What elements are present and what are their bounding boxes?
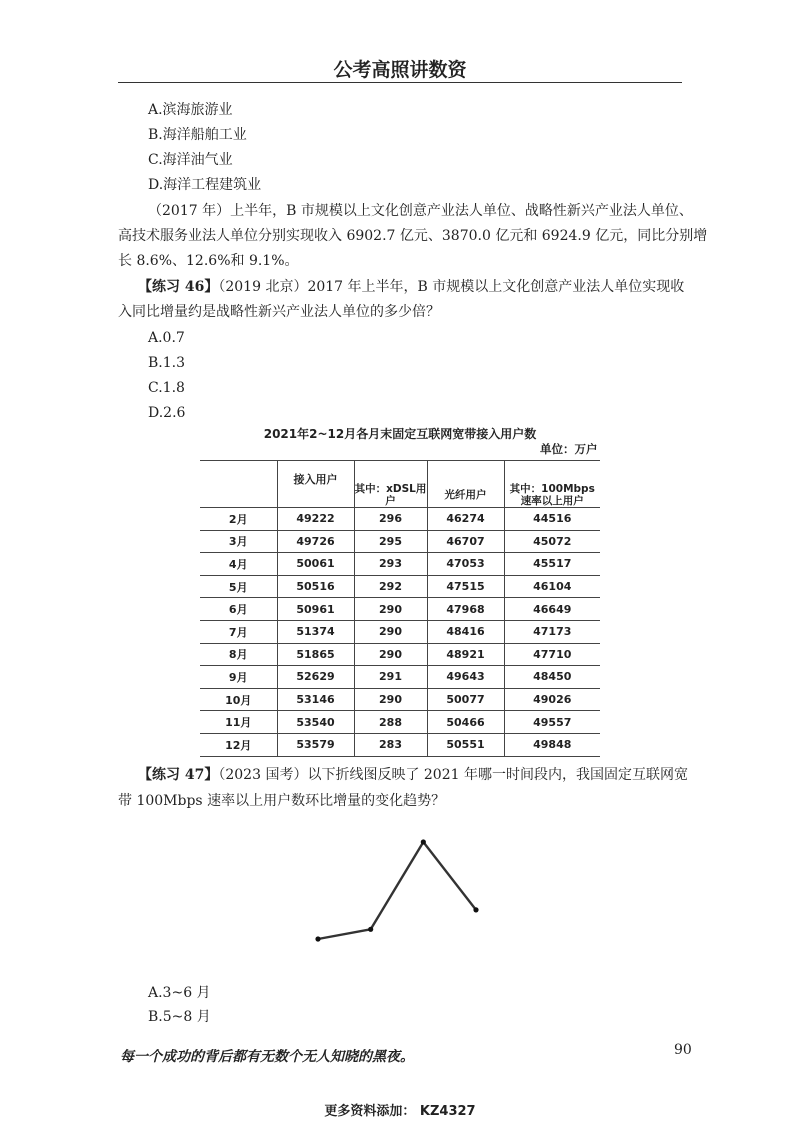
q46-option-b: B.1.3 bbox=[148, 355, 186, 371]
data-point-3 bbox=[421, 839, 426, 844]
trend-line bbox=[318, 842, 476, 939]
row-month: 7月 bbox=[200, 620, 277, 643]
header-blank-3 bbox=[504, 461, 600, 484]
table-cell: 49848 bbox=[504, 733, 600, 756]
table-row bbox=[200, 733, 600, 756]
passage-line-1: （2017 年）上半年，B 市规模以上文化创意产业法人单位、战略性新兴产业法人单位、 bbox=[148, 203, 693, 219]
table-cell: 45072 bbox=[504, 530, 600, 553]
table-cell: 52629 bbox=[277, 666, 354, 689]
table-cell: 51374 bbox=[277, 620, 354, 643]
table-cell: 50516 bbox=[277, 575, 354, 598]
header-blank-2 bbox=[427, 461, 504, 484]
data-point-4 bbox=[473, 907, 478, 912]
row-month: 10月 bbox=[200, 688, 277, 711]
table-cell: 295 bbox=[354, 530, 427, 553]
table-cell: 283 bbox=[354, 733, 427, 756]
table-cell: 49726 bbox=[277, 530, 354, 553]
table-row bbox=[200, 508, 600, 531]
q45-option-c: C.海洋油气业 bbox=[148, 152, 233, 168]
table-cell: 50077 bbox=[427, 688, 504, 711]
table-cell: 53579 bbox=[277, 733, 354, 756]
data-point-2 bbox=[368, 927, 373, 932]
table-title: 2021年2~12月各月末固定互联网宽带接入用户数 bbox=[263, 427, 537, 441]
table-row bbox=[200, 643, 600, 666]
table-cell: 290 bbox=[354, 643, 427, 666]
table-cell: 47515 bbox=[427, 575, 504, 598]
table-row bbox=[200, 688, 600, 711]
footer-motto: 每一个成功的背后都有无数个无人知晓的黑夜。 bbox=[120, 1049, 414, 1065]
table-cell: 50961 bbox=[277, 598, 354, 621]
table-row bbox=[200, 620, 600, 643]
table-cell: 53540 bbox=[277, 711, 354, 734]
table-cell: 48416 bbox=[427, 620, 504, 643]
table-cell: 48921 bbox=[427, 643, 504, 666]
table-row bbox=[200, 711, 600, 734]
row-month: 4月 bbox=[200, 553, 277, 576]
table-cell: 47053 bbox=[427, 553, 504, 576]
table-cell: 292 bbox=[354, 575, 427, 598]
row-month: 2月 bbox=[200, 508, 277, 531]
q46-option-a: A.0.7 bbox=[148, 330, 185, 346]
table-cell: 291 bbox=[354, 666, 427, 689]
table-cell: 49222 bbox=[277, 508, 354, 531]
page-header-title: 公考高照讲数资 bbox=[333, 59, 467, 81]
header-access-users: 接入用户 bbox=[277, 461, 354, 508]
table-row bbox=[200, 666, 600, 689]
table-cell: 46707 bbox=[427, 530, 504, 553]
broadband-table bbox=[200, 460, 600, 757]
table-cell: 290 bbox=[354, 598, 427, 621]
corner-header-2 bbox=[200, 483, 277, 508]
passage-line-3: 长 8.6%、12.6%和 9.1%。 bbox=[118, 253, 299, 269]
q46-stem-line-2: 入同比增量约是战略性新兴产业法人单位的多少倍？ bbox=[118, 304, 440, 320]
q46-option-d: D.2.6 bbox=[148, 405, 186, 421]
row-month: 3月 bbox=[200, 530, 277, 553]
q45-option-b: B.海洋船舶工业 bbox=[148, 127, 247, 143]
q46-tag: 【练习 46】 bbox=[138, 279, 219, 295]
q45-option-d: D.海洋工程建筑业 bbox=[148, 177, 262, 193]
table-cell: 296 bbox=[354, 508, 427, 531]
table-row bbox=[200, 575, 600, 598]
table-cell: 50466 bbox=[427, 711, 504, 734]
corner-header bbox=[200, 461, 277, 484]
q47-tag: 【练习 47】 bbox=[138, 767, 219, 783]
q46-option-c: C.1.8 bbox=[148, 380, 185, 396]
q47-option-b: B.5~8 月 bbox=[148, 1009, 211, 1025]
footer-contact: 更多资料添加： KZ4327 bbox=[324, 1104, 476, 1119]
row-month: 6月 bbox=[200, 598, 277, 621]
table-cell: 44516 bbox=[504, 508, 600, 531]
table-cell: 50061 bbox=[277, 553, 354, 576]
table-cell: 46104 bbox=[504, 575, 600, 598]
header-100mbps: 其中：100Mbps速率以上用户 bbox=[504, 483, 600, 508]
table-cell: 50551 bbox=[427, 733, 504, 756]
q45-option-a: A.滨海旅游业 bbox=[148, 102, 233, 118]
table-cell: 47710 bbox=[504, 643, 600, 666]
table-cell: 46649 bbox=[504, 598, 600, 621]
q47-stem-line-2: 带 100Mbps 速率以上用户数环比增量的变化趋势？ bbox=[118, 793, 446, 809]
header-rule bbox=[118, 82, 682, 83]
row-month: 8月 bbox=[200, 643, 277, 666]
q46-text-1: （2019 北京）2017 年上半年，B 市规模以上文化创意产业法人单位实现收 bbox=[218, 279, 685, 295]
row-month: 11月 bbox=[200, 711, 277, 734]
table-cell: 49643 bbox=[427, 666, 504, 689]
table-row bbox=[200, 553, 600, 576]
table-cell: 48450 bbox=[504, 666, 600, 689]
table-cell: 46274 bbox=[427, 508, 504, 531]
q47-stem-line-1 bbox=[138, 765, 688, 785]
header-fiber: 光纤用户 bbox=[427, 483, 504, 508]
table-cell: 288 bbox=[354, 711, 427, 734]
page-number: 90 bbox=[674, 1042, 692, 1058]
table-cell: 293 bbox=[354, 553, 427, 576]
q47-option-a: A.3~6 月 bbox=[148, 985, 211, 1001]
header-xdsl: 其中：xDSL用户 bbox=[354, 483, 427, 507]
row-month: 5月 bbox=[200, 575, 277, 598]
data-point-1 bbox=[315, 936, 320, 941]
q47-text-1: （2023 国考）以下折线图反映了 2021 年哪一时间段内，我国固定互联网宽 bbox=[218, 767, 688, 783]
q46-stem-line-1 bbox=[138, 277, 684, 297]
table-cell: 51865 bbox=[277, 643, 354, 666]
table-cell: 45517 bbox=[504, 553, 600, 576]
row-month: 12月 bbox=[200, 733, 277, 756]
table-row bbox=[200, 530, 600, 553]
table-unit: 单位：万户 bbox=[540, 442, 598, 456]
passage-line-2: 高技术服务业法人单位分别实现收入 6902.7 亿元、3870.0 亿元和 6924.9 亿元，同比分别增 bbox=[118, 228, 708, 244]
row-month: 9月 bbox=[200, 666, 277, 689]
table-cell: 290 bbox=[354, 620, 427, 643]
table-cell: 47968 bbox=[427, 598, 504, 621]
table-cell: 290 bbox=[354, 688, 427, 711]
table-cell: 47173 bbox=[504, 620, 600, 643]
table-cell: 49026 bbox=[504, 688, 600, 711]
table-cell: 49557 bbox=[504, 711, 600, 734]
table-cell: 53146 bbox=[277, 688, 354, 711]
table-row bbox=[200, 598, 600, 621]
header-blank-1 bbox=[354, 461, 427, 484]
trend-line-chart bbox=[300, 830, 500, 950]
